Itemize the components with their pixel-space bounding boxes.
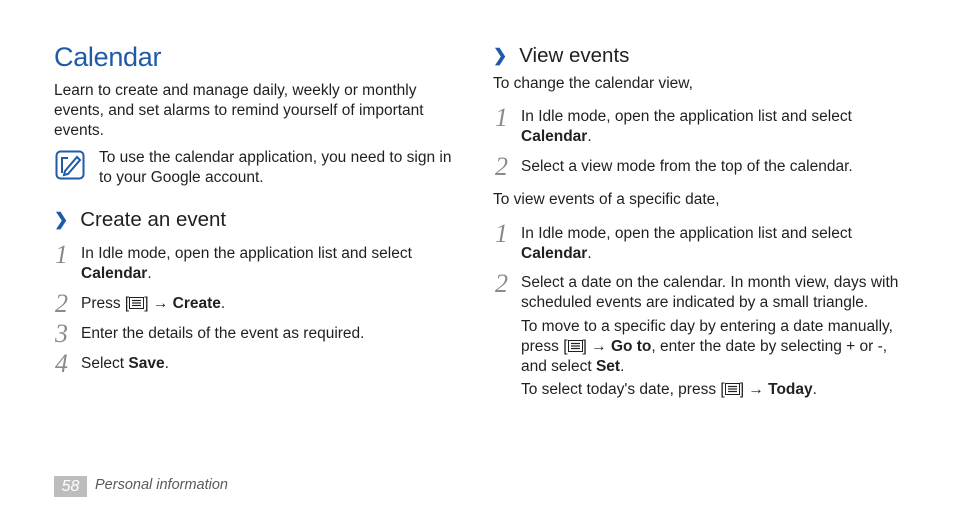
step-number: 2 [55,289,68,318]
footer-section: Personal information [95,477,228,493]
create-event-heading-text: Create an event [80,208,227,231]
step-number: 2 [495,269,508,298]
menu-key-icon [129,297,144,309]
step-text-post: . [164,355,169,372]
today-end: . [812,381,817,398]
goto-instructions [521,317,906,377]
step-text-bold: Calendar [81,265,148,282]
menu-key-icon [568,340,583,352]
step-number: 3 [55,319,68,348]
goto-post: , enter the date by selecting + or -, and select [521,338,888,375]
step-text: Enter the details of the event as required. [81,325,365,342]
step-text-post: . [220,295,226,312]
step-text-bold: Create [172,295,221,312]
step-text-bold: Calendar [521,245,588,262]
menu-key-icon [725,383,740,395]
view-events-heading [493,44,629,68]
step-text-pre: Press [ [81,295,130,312]
step-text-post: . [587,128,592,145]
step-text-bold: Calendar [521,128,588,145]
today-mid: ] → [739,381,769,398]
step-text-pre: In Idle mode, open the application list and select [521,225,852,242]
step-number: 1 [495,103,508,132]
today-bold: Today [768,381,813,398]
page-number: 58 [54,476,87,497]
step-text-pre: In Idle mode, open the application list and select [81,245,412,262]
goto-pre: To move to a specific day by entering a date manually, press [ [521,318,893,355]
step-number: 1 [55,240,68,269]
step-text: Select a date on the calendar. In month view, days with scheduled events are indicated by a small triangle. [521,274,899,311]
step-text-pre: In Idle mode, open the application list and select [521,108,852,125]
set-bold: Set [595,358,621,375]
intro-text: Learn to create and manage daily, weekly or monthly events, and set alarms to remind yourself of important events. [54,82,424,139]
view-events-lead-2: To view events of a specific date, [493,191,720,208]
step-text [81,354,441,374]
goto-bold: Go to [610,338,652,355]
step-text: Select a view mode from the top of the calendar. [521,158,853,175]
note-pencil-icon [55,150,85,180]
step-text [81,244,441,284]
view-events-heading-text: View events [519,44,630,67]
step-text-post: . [587,245,592,262]
today-instructions [521,380,906,400]
note-text: To use the calendar application, you need to sign in to your Google account. [99,149,452,186]
step-number: 1 [495,219,508,248]
step-number: 4 [55,349,68,378]
chevron-right-icon: ❯ [54,210,69,229]
step-text [521,107,901,147]
step-text-bold: Save [128,355,165,372]
step-number: 2 [495,152,508,181]
view-events-lead-1: To change the calendar view, [493,75,693,92]
goto-end: . [620,358,625,375]
create-event-heading [54,208,226,232]
page-title: Calendar [54,42,162,72]
today-pre: To select today's date, press [ [521,381,725,398]
step-text-post: . [147,265,152,282]
step-text [521,224,901,264]
chevron-right-icon: ❯ [493,46,508,65]
step-text-pre: Select [81,355,129,372]
goto-mid: ] → [582,338,611,355]
step-text [81,294,441,314]
step-text-mid: ] → [144,295,173,312]
